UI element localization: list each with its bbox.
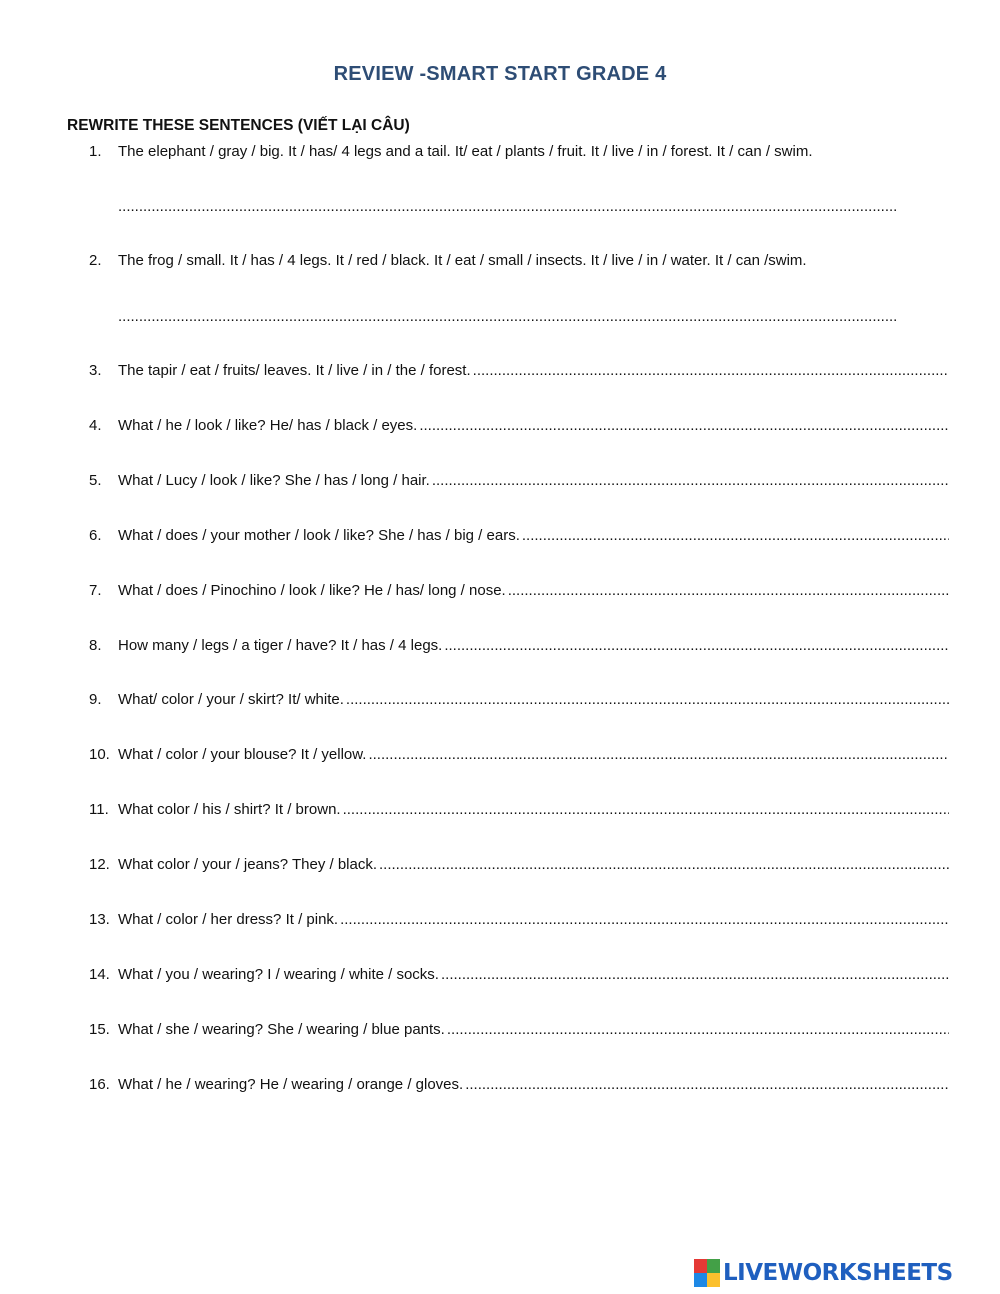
answer-line[interactable]	[444, 637, 949, 654]
list-item	[89, 362, 949, 379]
item-text: What/ color / your / skirt? It/ white.	[118, 691, 344, 708]
answer-line[interactable]	[343, 801, 949, 818]
item-number: 8.	[89, 637, 102, 654]
item-text: What / he / look / like? He/ has / black / eyes.	[118, 417, 418, 434]
item-number: 9.	[89, 691, 102, 708]
item-number: 2.	[89, 252, 102, 269]
logo-text: LIVEWORKSHEETS	[723, 1260, 953, 1286]
item-text: The elephant / gray / big. It / has/ 4 legs and a tail. It/ eat / plants / fruit. It / live / in / forest. It / can / swim.	[118, 143, 813, 160]
item-text: What color / his / shirt? It / brown.	[118, 801, 341, 818]
answer-line[interactable]	[368, 746, 949, 763]
item-number: 12.	[89, 856, 110, 873]
answer-line[interactable]	[522, 527, 949, 544]
item-number: 1.	[89, 143, 102, 160]
item-text: What / color / your blouse? It / yellow.	[118, 746, 367, 763]
answer-line[interactable]	[441, 966, 949, 983]
list-item	[89, 1076, 949, 1093]
item-text: What / Lucy / look / like? She / has / long / hair.	[118, 472, 430, 489]
answer-line[interactable]	[379, 856, 949, 873]
list-item	[89, 417, 949, 434]
item-number: 15.	[89, 1021, 110, 1038]
list-item	[89, 582, 949, 599]
section-heading: REWRITE THESE SENTENCES (VIẾT LẠI CÂU)	[67, 117, 410, 134]
list-item	[89, 1021, 949, 1038]
list-item	[89, 252, 949, 269]
item-number: 4.	[89, 417, 102, 434]
item-number: 14.	[89, 966, 110, 983]
page-title: REVIEW -SMART START GRADE 4	[333, 63, 667, 85]
list-item	[89, 856, 949, 873]
item-number: 6.	[89, 527, 102, 544]
item-number: 11.	[89, 801, 109, 818]
item-text: How many / legs / a tiger / have? It / has / 4 legs.	[118, 637, 443, 654]
list-item	[89, 143, 949, 160]
list-item	[89, 637, 949, 654]
item-number: 16.	[89, 1076, 110, 1093]
item-number: 7.	[89, 582, 102, 599]
item-text: What / he / wearing? He / wearing / orange / gloves.	[118, 1076, 464, 1093]
item-text: What / she / wearing? She / wearing / blue pants.	[118, 1021, 445, 1038]
answer-line[interactable]	[118, 308, 896, 325]
answer-line[interactable]	[473, 362, 949, 379]
list-item	[89, 801, 949, 818]
item-text: The frog / small. It / has / 4 legs. It / red / black. It / eat / small / insects. It / live / in / water. It / can /swim.	[118, 252, 807, 269]
item-text: What / color / her dress? It / pink.	[118, 911, 339, 928]
answer-line[interactable]	[118, 198, 896, 215]
answer-line[interactable]	[432, 472, 949, 489]
list-item	[89, 691, 949, 708]
list-item	[89, 966, 949, 983]
item-text: What / you / wearing? I / wearing / white / socks.	[118, 966, 439, 983]
answer-line[interactable]	[508, 582, 949, 599]
item-text: The tapir / eat / fruits/ leaves. It / live / in / the / forest.	[118, 362, 471, 379]
item-text: What / does / Pinochino / look / like? He / has/ long / nose.	[118, 582, 506, 599]
answer-line[interactable]	[419, 417, 949, 434]
list-item	[89, 911, 949, 928]
answer-line[interactable]	[346, 691, 949, 708]
item-number: 13.	[89, 911, 110, 928]
item-number: 5.	[89, 472, 102, 489]
list-item	[89, 472, 949, 489]
item-text: What / does / your mother / look / like? She / has / big / ears.	[118, 527, 520, 544]
answer-line[interactable]	[447, 1021, 949, 1038]
list-item	[89, 527, 949, 544]
liveworksheets-logo	[694, 1259, 953, 1287]
list-item	[89, 746, 949, 763]
logo-tiles-icon	[694, 1259, 720, 1287]
item-number: 3.	[89, 362, 102, 379]
item-number: 10.	[89, 746, 110, 763]
answer-line[interactable]	[465, 1076, 949, 1093]
item-text: What color / your / jeans? They / black.	[118, 856, 378, 873]
answer-line[interactable]	[340, 911, 949, 928]
